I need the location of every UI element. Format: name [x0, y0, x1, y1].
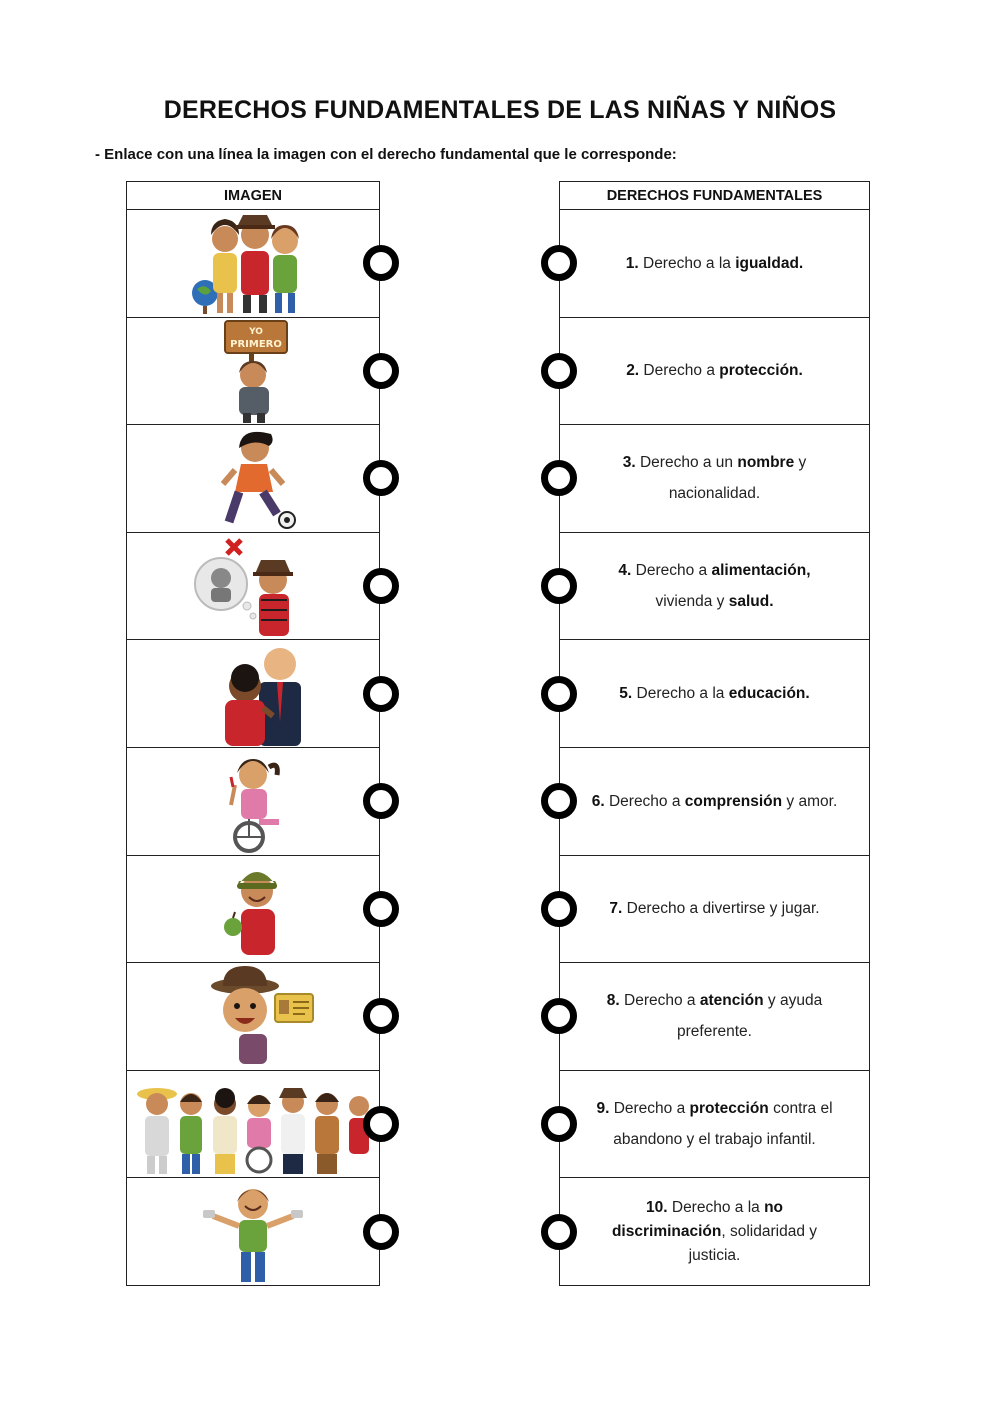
image-column-header: IMAGEN: [126, 181, 380, 210]
right-number: 4.: [618, 562, 632, 580]
sign-line-1: YO: [249, 326, 263, 337]
right-number: 6.: [591, 792, 605, 810]
image-row-7: [126, 856, 380, 964]
page-title: DERECHOS FUNDAMENTALES DE LAS NIÑAS Y NIÑOS: [163, 96, 837, 124]
sign-line-2: PRIMERO: [230, 338, 282, 350]
right-number: 1.: [625, 254, 639, 272]
image-row-9: [126, 1071, 380, 1179]
right-number: 8.: [606, 992, 620, 1010]
right-6-connector[interactable]: [541, 783, 577, 819]
right-7-connector[interactable]: [541, 891, 577, 927]
child-with-apple-illustration: [183, 857, 323, 961]
right-number: 7.: [609, 900, 623, 918]
group-of-children-illustration: [129, 1072, 377, 1176]
right-9-connector[interactable]: [541, 1106, 577, 1142]
image-column: [126, 181, 380, 1286]
right-9-text: 9. Derecho a protección contra el abandono y el trabajo infantil.: [596, 1100, 833, 1149]
image-row-5: [126, 640, 380, 748]
right-8-text: 8. Derecho a atención y ayuda preferente.: [606, 992, 823, 1041]
right-3-connector[interactable]: [541, 460, 577, 496]
right-7-text: 7. Derecho a divertirse y jugar.: [609, 900, 820, 918]
image-row-8: [126, 963, 380, 1071]
image-7-connector[interactable]: [363, 891, 399, 927]
image-9-connector[interactable]: [363, 1106, 399, 1142]
image-10-connector[interactable]: [363, 1214, 399, 1250]
right-row-2: [559, 318, 870, 426]
right-row-1: [559, 210, 870, 318]
right-number: 5.: [619, 685, 633, 703]
image-row-4: [126, 533, 380, 641]
right-row-8: [559, 963, 870, 1071]
right-row-7: [559, 856, 870, 964]
child-eating-thought-illustration: [183, 534, 323, 638]
right-row-5: [559, 640, 870, 748]
right-2-text: 2. Derecho a protección.: [626, 362, 803, 380]
image-row-2: [126, 318, 380, 426]
right-5-connector[interactable]: [541, 676, 577, 712]
right-1-connector[interactable]: [541, 245, 577, 281]
image-8-connector[interactable]: [363, 998, 399, 1034]
children-with-globe-illustration: [183, 211, 323, 315]
right-10-text: 10. Derecho a la no discriminación, solidaridad y justicia.: [611, 1198, 818, 1264]
right-6-text: 6. Derecho a comprensión y amor.: [591, 792, 838, 810]
right-1-text: 1. Derecho a la igualdad.: [625, 254, 804, 272]
image-4-connector[interactable]: [363, 568, 399, 604]
image-row-6: [126, 748, 380, 856]
right-number: 10.: [646, 1198, 668, 1216]
right-row-4: [559, 533, 870, 641]
right-row-3: [559, 425, 870, 533]
right-8-connector[interactable]: [541, 998, 577, 1034]
right-number: 2.: [626, 362, 640, 380]
right-10-connector[interactable]: [541, 1214, 577, 1250]
right-3-text: 3. Derecho a un nombre y nacionalidad.: [622, 454, 807, 503]
child-open-arms-illustration: [183, 1180, 323, 1284]
right-row-9: [559, 1071, 870, 1179]
right-5-text: 5. Derecho a la educación.: [619, 685, 810, 703]
child-in-wheelchair-writing-illustration: [183, 749, 323, 853]
right-row-10: [559, 1178, 870, 1286]
right-4-text: 4. Derecho a alimentación, vivienda y salud.: [618, 562, 811, 611]
image-6-connector[interactable]: [363, 783, 399, 819]
image-row-10: [126, 1178, 380, 1286]
image-1-connector[interactable]: [363, 245, 399, 281]
right-2-connector[interactable]: [541, 353, 577, 389]
yo-primero-sign-child-illustration: [183, 319, 323, 423]
child-with-id-card-illustration: [183, 964, 323, 1068]
image-5-connector[interactable]: [363, 676, 399, 712]
right-number: 3.: [622, 454, 636, 472]
right-number: 9.: [596, 1100, 610, 1118]
image-row-3: [126, 425, 380, 533]
rights-column-header: DERECHOS FUNDAMENTALES: [559, 181, 870, 210]
rights-column: [559, 181, 870, 1286]
image-2-connector[interactable]: [363, 353, 399, 389]
image-3-connector[interactable]: [363, 460, 399, 496]
adult-hugging-child-illustration: [183, 642, 323, 746]
right-row-6: [559, 748, 870, 856]
instruction-text: - Enlace con una línea la imagen con el derecho fundamental que le corresponde:: [95, 146, 677, 163]
right-4-connector[interactable]: [541, 568, 577, 604]
child-playing-soccer-illustration: [183, 426, 323, 530]
image-row-1: [126, 210, 380, 318]
